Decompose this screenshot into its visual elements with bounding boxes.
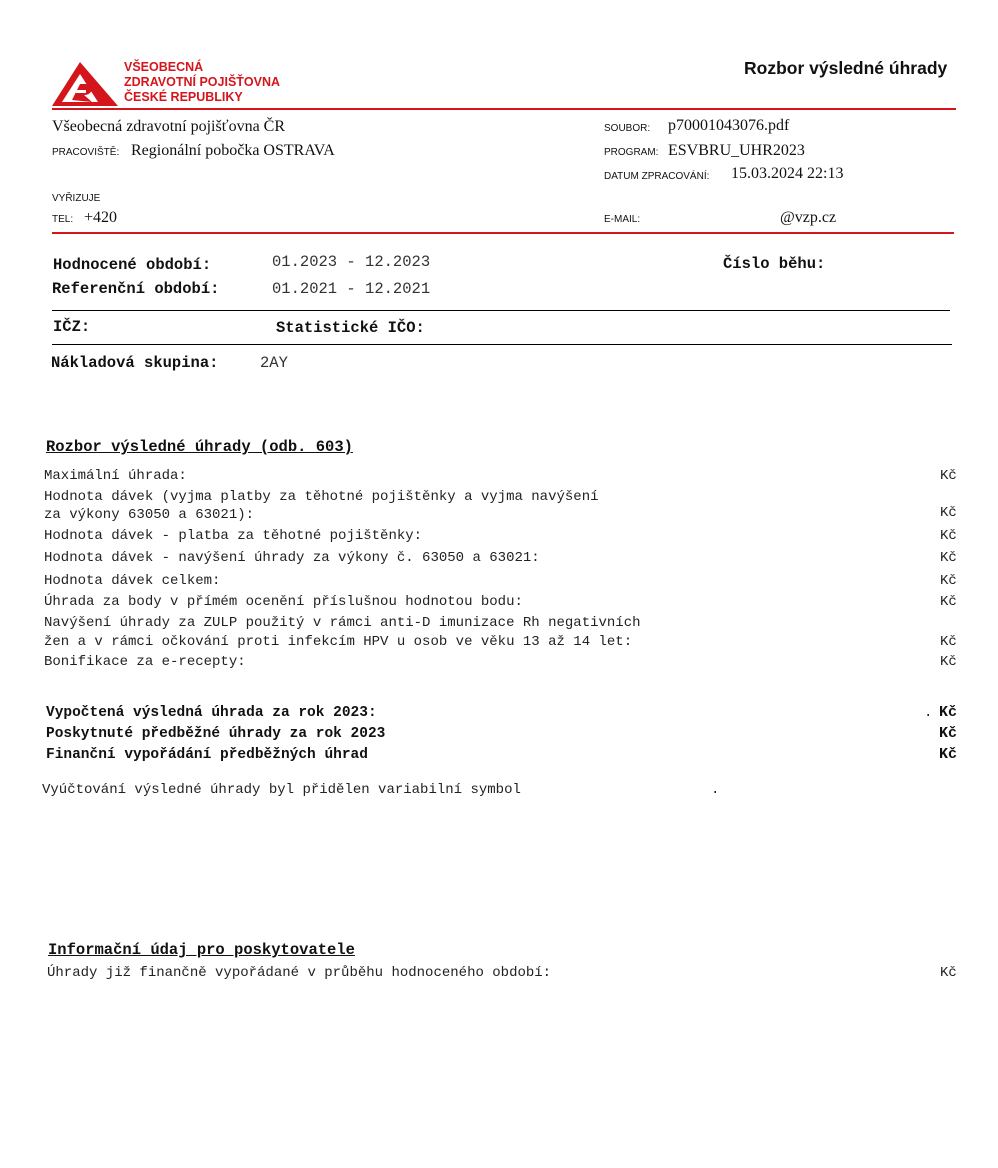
- document-title: Rozbor výsledné úhrady: [744, 58, 948, 78]
- tel-label: TEL:: [52, 214, 74, 225]
- period-divider: [52, 310, 950, 311]
- total-settlement: Finanční vypořádání předběžných úhrad: [46, 747, 368, 763]
- row-erecipe-bonus-unit: Kč: [940, 654, 957, 670]
- email-label: E-MAIL:: [604, 214, 641, 225]
- variable-symbol-end: .: [711, 782, 720, 798]
- total-calculated: Vypočtená výsledná úhrada za rok 2023:: [46, 705, 377, 721]
- workplace-label: PRACOVIŠTĚ:: [52, 147, 120, 158]
- file-label: SOUBOR:: [604, 123, 651, 134]
- row-points-payment-unit: Kč: [940, 594, 957, 610]
- reference-period-value: 01.2021 - 12.2021: [272, 280, 431, 298]
- row-erecipe-bonus: Bonifikace za e-recepty:: [44, 654, 246, 670]
- total-calculated-unit: Kč: [939, 704, 958, 721]
- evaluated-period-value: 01.2023 - 12.2023: [272, 253, 431, 271]
- row-settled-payments-unit: Kč: [940, 965, 957, 981]
- vzp-logo-mark-icon: [52, 60, 118, 108]
- logo-line-1: VŠEOBECNÁ: [124, 60, 204, 74]
- icz-label: IČZ:: [53, 318, 91, 336]
- reference-period-label: Referenční období:: [52, 280, 220, 298]
- total-advances: Poskytnuté předběžné úhrady za rok 2023: [46, 726, 386, 742]
- total-calculated-dot: .: [924, 705, 933, 721]
- workplace-value: Regionální pobočka OSTRAVA: [131, 142, 335, 159]
- row-settled-payments: Úhrady již finančně vypořádané v průběhu hodnoceného období:: [47, 965, 552, 981]
- run-number-label: Číslo běhu:: [723, 255, 826, 273]
- date-label: DATUM ZPRACOVÁNÍ:: [604, 171, 710, 182]
- row-max-payment-unit: Kč: [940, 468, 957, 484]
- vzp-logo: [52, 60, 292, 108]
- program-value: ESVBRU_UHR2023: [668, 142, 805, 159]
- row-zulp-increase-cont: žen a v rámci očkování proti infekcím HPV u osob ve věku 13 až 14 let:: [44, 634, 633, 650]
- evaluated-period-label: Hodnocené období:: [53, 256, 212, 274]
- section-info-title: Informační údaj pro poskytovatele: [48, 941, 355, 959]
- row-batch-value-unit: Kč: [940, 505, 957, 521]
- logo-line-2: ZDRAVOTNÍ POJIŠŤOVNA: [124, 75, 281, 89]
- tel-value: +420: [84, 209, 118, 226]
- program-label: PROGRAM:: [604, 147, 659, 158]
- date-value: 15.03.2024 22:13: [731, 165, 844, 182]
- handler-label: VYŘIZUJE: [52, 193, 101, 204]
- row-zulp-increase: Navýšení úhrady za ZULP použitý v rámci anti-D imunizace Rh negativních: [44, 615, 641, 631]
- org-name: Všeobecná zdravotní pojišťovna ČR: [52, 118, 286, 135]
- ico-label: Statistické IČO:: [276, 319, 425, 337]
- row-batch-total-unit: Kč: [940, 573, 957, 589]
- cost-group-label: Nákladová skupina:: [51, 354, 219, 372]
- row-procedure-increase-unit: Kč: [940, 550, 957, 566]
- row-pregnant-payment: Hodnota dávek - platba za těhotné pojištěnky:: [44, 528, 423, 544]
- variable-symbol-note: Vyúčtování výsledné úhrady byl přidělen variabilní symbol: [42, 782, 521, 798]
- email-value: @vzp.cz: [780, 209, 837, 226]
- row-zulp-increase-unit: Kč: [940, 634, 957, 650]
- contact-divider: [52, 232, 954, 234]
- row-procedure-increase: Hodnota dávek - navýšení úhrady za výkony č. 63050 a 63021:: [44, 550, 540, 566]
- header-divider: [52, 108, 956, 110]
- cost-group-value: 2AY: [260, 354, 288, 372]
- logo-line-3: ČESKÉ REPUBLIKY: [124, 90, 243, 104]
- row-batch-value-cont: za výkony 63050 a 63021):: [44, 507, 255, 523]
- section-settlement-title: Rozbor výsledné úhrady (odb. 603): [46, 438, 353, 456]
- id-divider: [52, 344, 952, 345]
- row-pregnant-payment-unit: Kč: [940, 528, 957, 544]
- row-batch-total: Hodnota dávek celkem:: [44, 573, 221, 589]
- row-max-payment: Maximální úhrada:: [44, 468, 187, 484]
- total-settlement-unit: Kč: [939, 746, 958, 763]
- row-points-payment: Úhrada za body v přímém ocenění příslušnou hodnotou bodu:: [44, 594, 523, 610]
- total-advances-unit: Kč: [939, 725, 958, 742]
- file-value: p70001043076.pdf: [668, 117, 790, 134]
- row-batch-value: Hodnota dávek (vyjma platby za těhotné pojištěnky a vyjma navýšení: [44, 489, 599, 505]
